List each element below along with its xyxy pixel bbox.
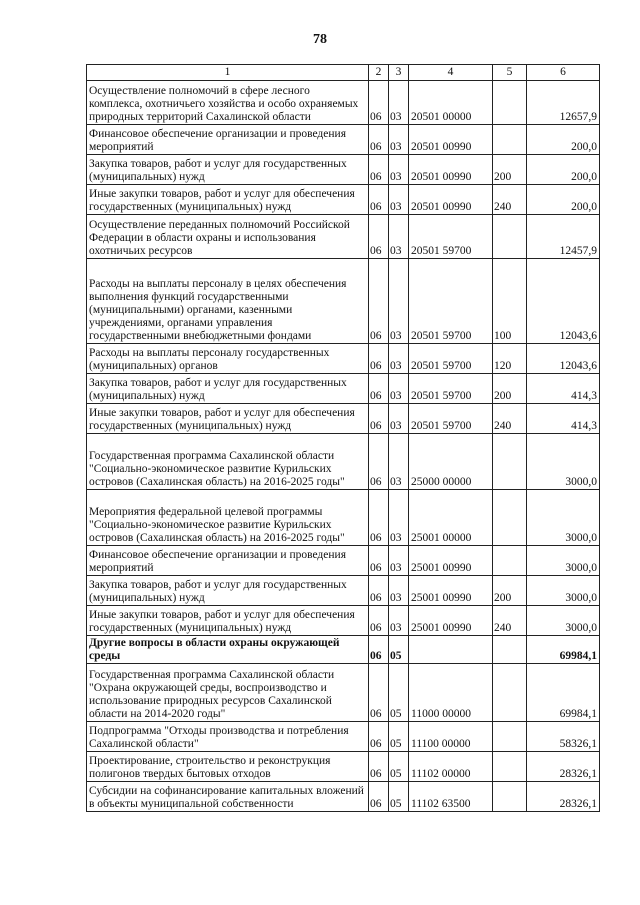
cell-amount: 414,3 [527,404,600,434]
cell-subsection: 03 [389,606,409,636]
cell-target-article: 11000 00000 [409,664,493,722]
cell-description: Иные закупки товаров, работ и услуг для обеспечения государственных (муниципальных) нужд [87,185,369,215]
table-row [87,576,600,606]
cell-subsection: 03 [389,546,409,576]
cell-section: 06 [369,434,389,490]
column-header-6: 6 [527,65,600,81]
cell-section: 06 [369,215,389,259]
cell-subsection: 03 [389,576,409,606]
cell-description: Проектирование, строительство и реконструкция полигонов твердых бытовых отходов [87,752,369,782]
cell-section: 06 [369,490,389,546]
cell-expense-type [493,722,527,752]
table-row [87,434,600,490]
cell-subsection: 03 [389,259,409,344]
cell-amount: 3000,0 [527,546,600,576]
table-row [87,344,600,374]
cell-section: 06 [369,185,389,215]
cell-subsection: 03 [389,404,409,434]
cell-description: Другие вопросы в области охраны окружающей среды [87,636,369,664]
cell-expense-type: 200 [493,155,527,185]
cell-target-article: 20501 00000 [409,81,493,125]
cell-subsection: 03 [389,81,409,125]
cell-amount: 200,0 [527,125,600,155]
cell-section: 06 [369,155,389,185]
cell-section: 06 [369,374,389,404]
table-row [87,490,600,546]
cell-expense-type: 200 [493,576,527,606]
cell-description: Государственная программа Сахалинской области "Социально-экономическое развитие Курильских островов (Сахалинская область) на 2016-2025 годы" [87,434,369,490]
cell-section: 06 [369,752,389,782]
cell-description: Мероприятия федеральной целевой программы "Социально-экономическое развитие Курильских островов (Сахалинская область) на 2016-2025 годы" [87,490,369,546]
cell-subsection: 03 [389,155,409,185]
cell-expense-type [493,434,527,490]
cell-subsection: 05 [389,782,409,812]
cell-expense-type: 120 [493,344,527,374]
cell-description: Расходы на выплаты персоналу в целях обеспечения выполнения функций государственными (муниципальными) органами, казенными учреждениями, органами управления государственными внебюджетными фондами [87,259,369,344]
cell-description: Иные закупки товаров, работ и услуг для обеспечения государственных (муниципальных) нужд [87,606,369,636]
cell-target-article: 20501 00990 [409,125,493,155]
column-header-4: 4 [409,65,493,81]
table-row [87,125,600,155]
table-row [87,374,600,404]
cell-expense-type [493,752,527,782]
cell-target-article: 25001 00990 [409,546,493,576]
cell-section: 06 [369,125,389,155]
cell-subsection: 03 [389,125,409,155]
cell-amount: 69984,1 [527,664,600,722]
table-row [87,722,600,752]
budget-table-body [87,65,600,812]
cell-expense-type [493,215,527,259]
table-row [87,155,600,185]
cell-expense-type: 200 [493,374,527,404]
cell-description: Осуществление переданных полномочий Российской Федерации в области охраны и использования охотничьих ресурсов [87,215,369,259]
cell-amount: 12657,9 [527,81,600,125]
cell-expense-type: 240 [493,606,527,636]
cell-expense-type [493,546,527,576]
table-row [87,546,600,576]
cell-description: Закупка товаров, работ и услуг для государственных (муниципальных) нужд [87,576,369,606]
cell-target-article: 20501 59700 [409,404,493,434]
cell-amount: 28326,1 [527,782,600,812]
cell-amount: 69984,1 [527,636,600,664]
cell-amount: 3000,0 [527,434,600,490]
cell-description: Иные закупки товаров, работ и услуг для обеспечения государственных (муниципальных) нужд [87,404,369,434]
table-row [87,215,600,259]
table-row [87,81,600,125]
cell-amount: 3000,0 [527,490,600,546]
cell-target-article: 11102 63500 [409,782,493,812]
cell-section: 06 [369,259,389,344]
table-row [87,606,600,636]
cell-expense-type: 100 [493,259,527,344]
cell-subsection: 05 [389,722,409,752]
cell-section: 06 [369,546,389,576]
cell-description: Государственная программа Сахалинской области "Охрана окружающей среды, воспроизводство и использование природных ресурсов Сахалинской области на 2014-2020 годы" [87,664,369,722]
column-header-1: 1 [87,65,369,81]
cell-expense-type [493,664,527,722]
table-row [87,185,600,215]
cell-section: 06 [369,576,389,606]
cell-amount: 12043,6 [527,259,600,344]
cell-section: 06 [369,344,389,374]
table-row [87,636,600,664]
cell-target-article: 25001 00990 [409,576,493,606]
cell-amount: 200,0 [527,185,600,215]
cell-amount: 12043,6 [527,344,600,374]
cell-section: 06 [369,81,389,125]
table-row [87,404,600,434]
cell-amount: 414,3 [527,374,600,404]
cell-section: 06 [369,664,389,722]
cell-expense-type: 240 [493,185,527,215]
cell-description: Субсидии на софинансирование капитальных вложений в объекты муниципальной собственности [87,782,369,812]
cell-target-article: 20501 59700 [409,374,493,404]
cell-subsection: 03 [389,434,409,490]
cell-subsection: 05 [389,752,409,782]
cell-subsection: 05 [389,664,409,722]
cell-amount: 3000,0 [527,576,600,606]
cell-expense-type [493,81,527,125]
cell-description: Расходы на выплаты персоналу государственных (муниципальных) органов [87,344,369,374]
table-row [87,259,600,344]
cell-subsection: 03 [389,185,409,215]
cell-subsection: 05 [389,636,409,664]
cell-target-article: 20501 00990 [409,155,493,185]
table-row [87,782,600,812]
cell-description: Осуществление полномочий в сфере лесного комплекса, охотничьего хозяйства и особо охраняемых природных территорий Сахалинской области [87,81,369,125]
cell-expense-type [493,125,527,155]
cell-expense-type [493,490,527,546]
cell-subsection: 03 [389,374,409,404]
column-header-5: 5 [493,65,527,81]
table-row [87,752,600,782]
budget-table [86,64,600,812]
cell-subsection: 03 [389,344,409,374]
cell-section: 06 [369,636,389,664]
table-row [87,664,600,722]
cell-target-article: 20501 59700 [409,259,493,344]
cell-section: 06 [369,782,389,812]
cell-description: Закупка товаров, работ и услуг для государственных (муниципальных) нужд [87,155,369,185]
cell-section: 06 [369,404,389,434]
cell-section: 06 [369,606,389,636]
cell-expense-type: 240 [493,404,527,434]
cell-target-article: 25001 00990 [409,606,493,636]
cell-target-article: 11100 00000 [409,722,493,752]
cell-subsection: 03 [389,490,409,546]
cell-amount: 28326,1 [527,752,600,782]
cell-amount: 58326,1 [527,722,600,752]
cell-amount: 3000,0 [527,606,600,636]
cell-amount: 12457,9 [527,215,600,259]
cell-target-article [409,636,493,664]
cell-amount: 200,0 [527,155,600,185]
table-header-row [87,65,600,81]
cell-target-article: 20501 59700 [409,344,493,374]
cell-description: Подпрограмма "Отходы производства и потребления Сахалинской области" [87,722,369,752]
cell-description: Закупка товаров, работ и услуг для государственных (муниципальных) нужд [87,374,369,404]
column-header-3: 3 [389,65,409,81]
page-number: 78 [313,32,327,47]
cell-section: 06 [369,722,389,752]
column-header-2: 2 [369,65,389,81]
cell-target-article: 25000 00000 [409,434,493,490]
cell-description: Финансовое обеспечение организации и проведения мероприятий [87,125,369,155]
cell-target-article: 11102 00000 [409,752,493,782]
cell-target-article: 20501 00990 [409,185,493,215]
cell-expense-type [493,636,527,664]
cell-target-article: 25001 00000 [409,490,493,546]
cell-description: Финансовое обеспечение организации и проведения мероприятий [87,546,369,576]
cell-subsection: 03 [389,215,409,259]
cell-expense-type [493,782,527,812]
cell-target-article: 20501 59700 [409,215,493,259]
